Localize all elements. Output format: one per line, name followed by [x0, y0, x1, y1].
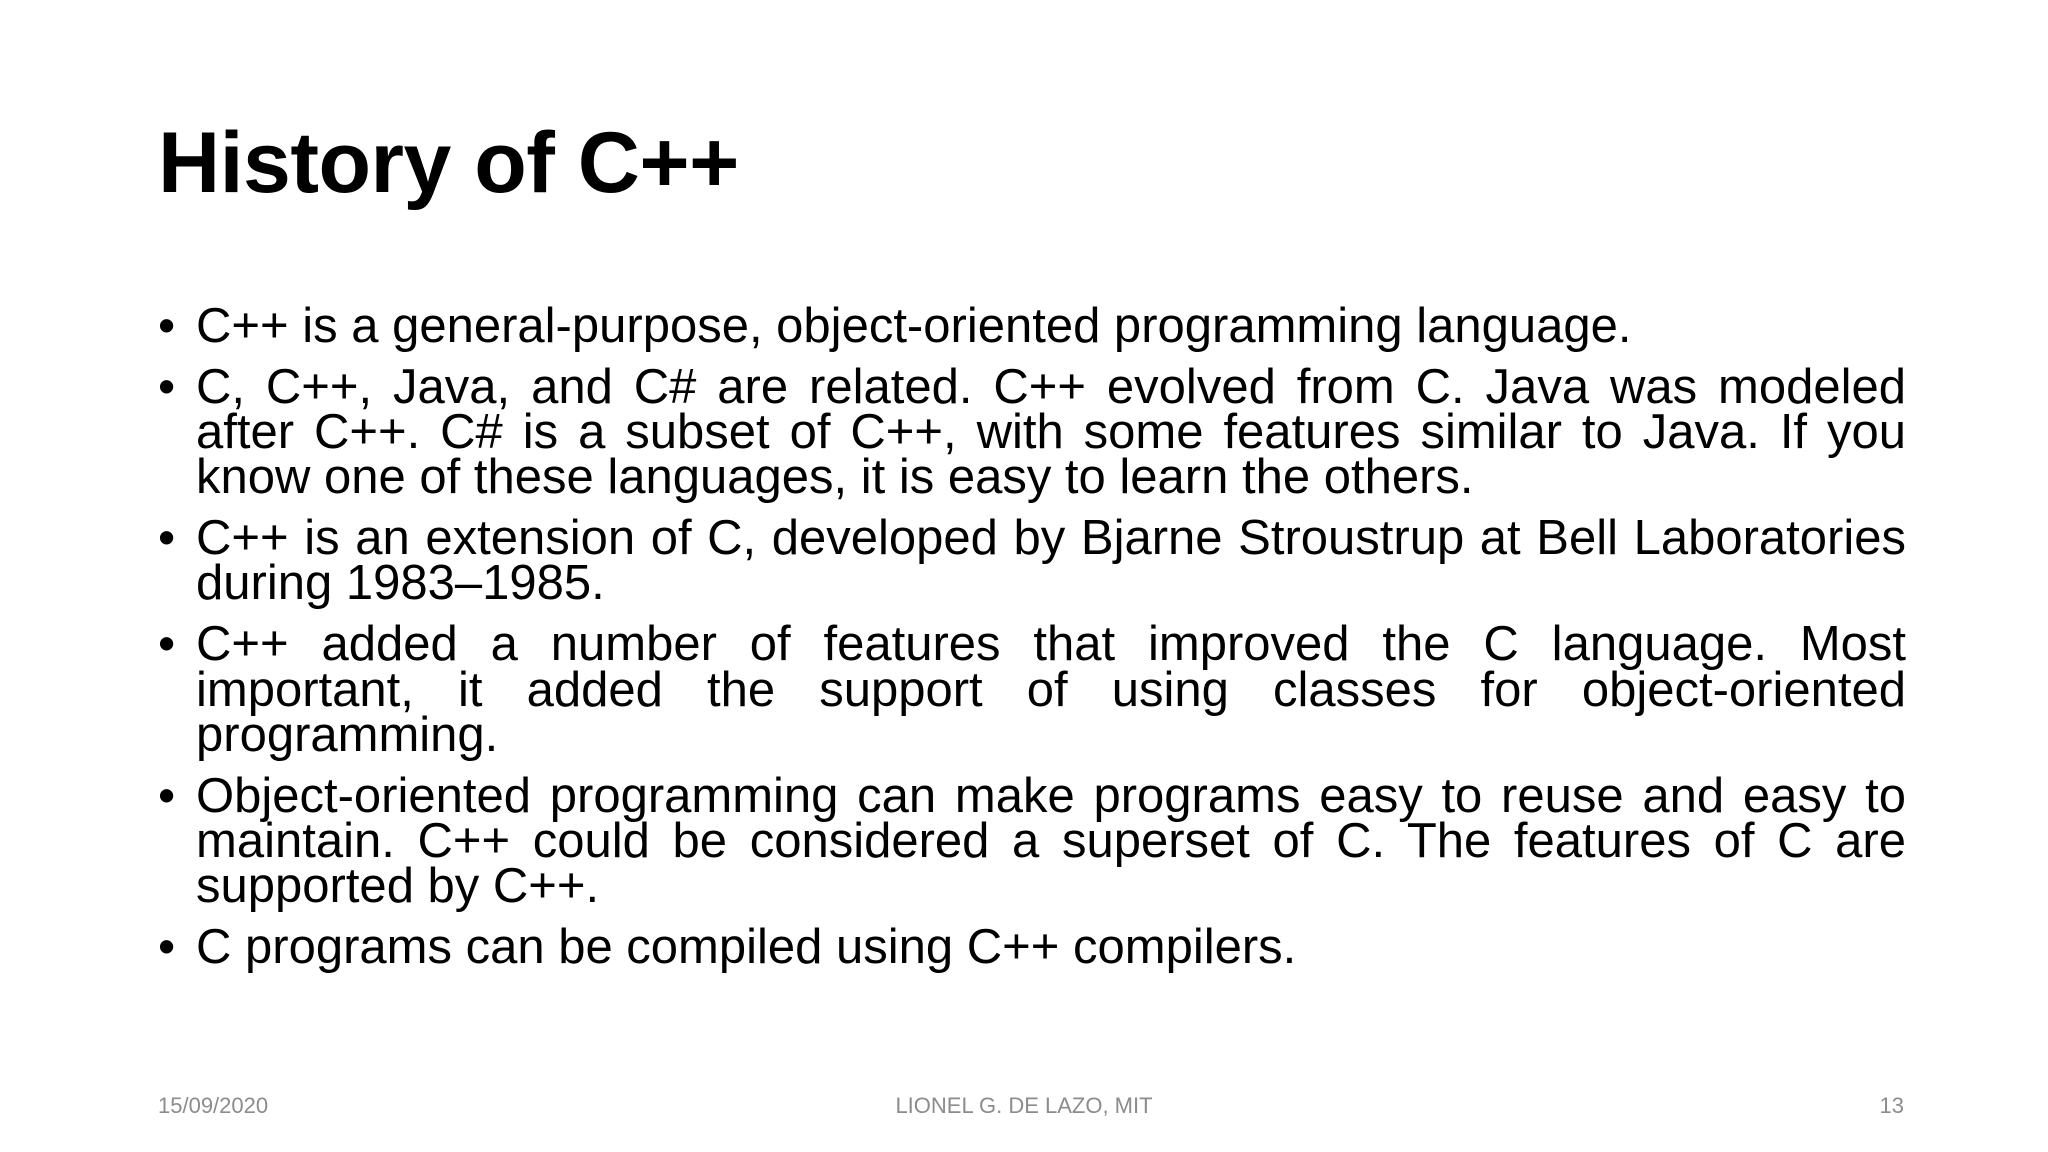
bullet-text: C programs can be compiled using C++ compilers.	[196, 919, 1297, 974]
bullet-item	[158, 299, 1906, 353]
bullet-text: C++ is an extension of C, developed by Bjarne Stroustrup at Bell Laboratories during 1983–1985.	[196, 511, 1906, 611]
bullet-text: C++ is a general-purpose, object-oriented programming language.	[196, 299, 1632, 353]
footer-author: LIONEL G. DE LAZO, MIT	[895, 1093, 1153, 1118]
bullet-item	[158, 768, 1906, 913]
footer-date: 15/09/2020	[158, 1093, 269, 1118]
bullet-text: C, C++, Java, and C# are related. C++ evolved from C. Java was modeled after C++. C# is a subset of C++, with some features similar to Java. If you know one of these languages, it is easy to learn the others.	[196, 360, 1906, 505]
bullet-list	[158, 299, 1906, 986]
bullet-item	[158, 511, 1906, 611]
footer-page-number: 13	[1879, 1093, 1904, 1118]
bullet-item	[158, 617, 1906, 762]
bullet-icon: •	[158, 617, 176, 672]
bullet-icon: •	[158, 511, 176, 566]
bullet-icon: •	[158, 299, 176, 353]
bullet-item	[158, 919, 1906, 974]
bullet-text: C++ added a number of features that improved the C language. Most important, it added the support of using classes for object-oriented programming.	[196, 617, 1906, 762]
slide-title: History of C++	[158, 115, 739, 211]
bullet-icon: •	[158, 768, 176, 823]
bullet-text: Object-oriented programming can make programs easy to reuse and easy to maintain. C++ could be considered a superset of C. The features of C are supported by C++.	[196, 768, 1906, 913]
bullet-icon: •	[158, 919, 176, 974]
bullet-item	[158, 360, 1906, 505]
bullet-icon: •	[158, 360, 176, 415]
